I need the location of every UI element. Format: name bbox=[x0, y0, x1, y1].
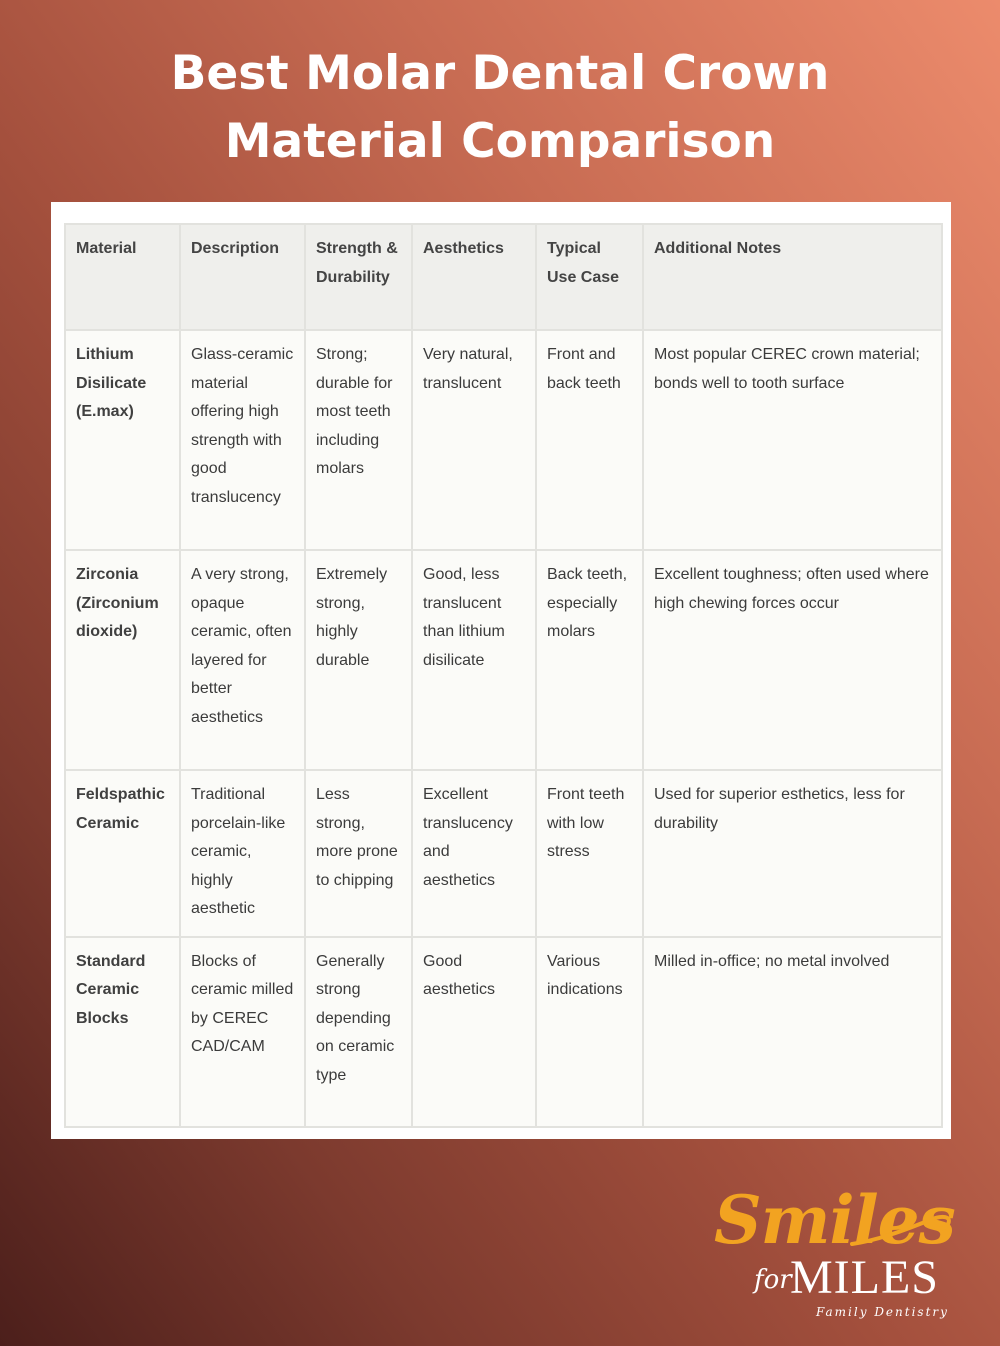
logo-smiles-text: Smiles bbox=[714, 1181, 955, 1259]
cell-notes: Most popular CEREC crown material; bonds well to tooth surface bbox=[643, 330, 942, 550]
cell-aesthetics: Very natural, translucent bbox=[412, 330, 536, 550]
table-row bbox=[65, 770, 942, 937]
comparison-table bbox=[64, 223, 943, 1128]
cell-use-case: Front teeth with low stress bbox=[536, 770, 643, 937]
header-aesthetics: Aesthetics bbox=[412, 224, 536, 330]
cell-strength: Extremely strong, highly durable bbox=[305, 550, 412, 770]
header-additional-notes: Additional Notes bbox=[643, 224, 942, 330]
page-title-line-2: Material Comparison bbox=[224, 114, 776, 169]
comparison-table-card bbox=[51, 202, 951, 1139]
header-material: Material bbox=[65, 224, 180, 330]
logo-tagline: Family Dentistry bbox=[816, 1305, 949, 1319]
cell-use-case: Back teeth, especially molars bbox=[536, 550, 643, 770]
cell-material: Feldspathic Ceramic bbox=[65, 770, 180, 937]
cell-description: A very strong, opaque ceramic, often layered for better aesthetics bbox=[180, 550, 305, 770]
cell-use-case: Various indications bbox=[536, 937, 643, 1127]
cell-notes: Used for superior esthetics, less for durability bbox=[643, 770, 942, 937]
cell-description: Blocks of ceramic milled by CEREC CAD/CAM bbox=[180, 937, 305, 1127]
logo-swoosh-icon bbox=[850, 1210, 955, 1250]
logo-for-text: for bbox=[754, 1265, 792, 1295]
cell-description: Traditional porcelain-like ceramic, highly aesthetic bbox=[180, 770, 305, 937]
brand-logo bbox=[700, 1180, 960, 1330]
table-row bbox=[65, 330, 942, 550]
table-row bbox=[65, 937, 942, 1127]
header-description: Description bbox=[180, 224, 305, 330]
cell-aesthetics: Good aesthetics bbox=[412, 937, 536, 1127]
cell-description: Glass-ceramic material offering high strength with good translucency bbox=[180, 330, 305, 550]
header-typical-use-case: Typical Use Case bbox=[536, 224, 643, 330]
header-strength-durability: Strength & Durability bbox=[305, 224, 412, 330]
cell-notes: Excellent toughness; often used where high chewing forces occur bbox=[643, 550, 942, 770]
cell-notes: Milled in-office; no metal involved bbox=[643, 937, 942, 1127]
cell-strength: Generally strong depending on ceramic type bbox=[305, 937, 412, 1127]
cell-strength: Less strong, more prone to chipping bbox=[305, 770, 412, 937]
cell-material: Zirconia (Zirconium dioxide) bbox=[65, 550, 180, 770]
cell-strength: Strong; durable for most teeth including molars bbox=[305, 330, 412, 550]
logo-miles-text: MILES bbox=[790, 1251, 939, 1304]
cell-material: Lithium Disilicate (E.max) bbox=[65, 330, 180, 550]
page-title-line-1: Best Molar Dental Crown bbox=[170, 46, 830, 101]
cell-material: Standard Ceramic Blocks bbox=[65, 937, 180, 1127]
table-header-row bbox=[65, 224, 942, 330]
cell-aesthetics: Excellent translucency and aesthetics bbox=[412, 770, 536, 937]
table-row bbox=[65, 550, 942, 770]
cell-aesthetics: Good, less translucent than lithium disilicate bbox=[412, 550, 536, 770]
cell-use-case: Front and back teeth bbox=[536, 330, 643, 550]
page-title bbox=[0, 40, 1000, 176]
